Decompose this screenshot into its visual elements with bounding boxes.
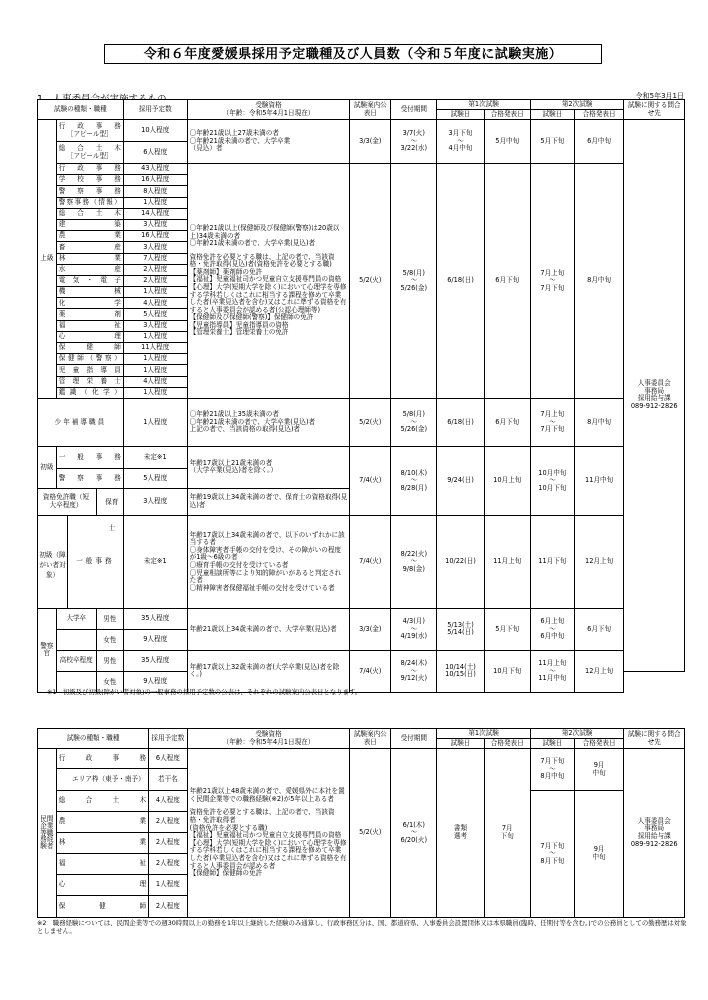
first-exam-day: 3月下旬 ～ 4月中旬 xyxy=(437,120,484,164)
period: 8/24(木) ～ 9/12(火) xyxy=(391,650,437,692)
header-second-day: 試験日 xyxy=(530,110,574,120)
header-first-day: 試験日 xyxy=(437,110,484,120)
guide-date: 5/2(火) xyxy=(350,398,391,446)
qualification-text: 年齢17歳以上34歳未満の者で、以下のいずれかに該当する者 〇身体障害者手帳の交付を受け、その障がいの程度が1級～6級の者 〇療育手帳の交付を受けている者 〇児童相談所等により知的障がいがあると判定された者 〇精神障害者保健福祉手帳の交付を受けている者 xyxy=(187,515,350,608)
job-count: 1人程度 xyxy=(123,387,187,398)
guide-date: 7/4(火) xyxy=(350,446,391,515)
shogai-label: 初級（障がい者対象） xyxy=(38,516,68,608)
first-exam-day: 6/18(日) xyxy=(437,398,484,446)
first-result: 10月上旬 xyxy=(484,446,530,515)
job-name: 学校事務 xyxy=(56,175,123,186)
job-name: 高校卒程度 xyxy=(59,656,93,665)
job-name: 化学 xyxy=(56,298,123,309)
job-name: 一般事務 xyxy=(76,557,115,566)
header-second: 第2次試験 xyxy=(530,100,624,110)
experience-table xyxy=(37,728,685,918)
job-name: 心理 xyxy=(56,331,123,342)
guide-date: 7/4(火) xyxy=(350,515,391,608)
gender: 男性 xyxy=(96,609,123,629)
job-count: 1人程度 xyxy=(123,354,187,365)
header-type: 試験の種類・職種 xyxy=(38,729,149,749)
header-second-day: 試験日 xyxy=(530,739,574,749)
header-first-result: 合格発表日 xyxy=(484,110,530,120)
second-exam-day: 7月上旬 ～ 7月下旬 xyxy=(530,164,574,399)
period: 8/10(木) ～ 8/28(月) xyxy=(391,446,437,515)
job-name: 薬剤 xyxy=(56,309,123,320)
first-result: 7月 下旬 xyxy=(484,749,530,918)
job-name: 一般事務 xyxy=(56,446,123,468)
second-result: 9月 中旬 xyxy=(574,791,624,918)
job-count: 3人程度 xyxy=(123,488,187,515)
qualification-text: 年齢17歳以上21歳未満の者 （大学卒業(見込)者を除く。） xyxy=(187,446,350,488)
first-exam-day: 書類 選考 xyxy=(437,749,484,918)
keisatsu-daigaku-female xyxy=(56,629,123,650)
job-name: 警察事務 xyxy=(56,468,123,488)
job-count: 2人程度 xyxy=(149,833,188,854)
first-exam-day: 9/24(日) xyxy=(437,446,484,515)
qualification-text: 年齢21歳以上34歳未満の者で、大学卒業(見込)者 xyxy=(187,608,350,650)
job-name: 保育士 xyxy=(96,489,121,515)
job-count: 3人程度 xyxy=(123,320,187,331)
header-period: 受付期間 xyxy=(391,729,437,749)
guide-date: 3/3(金) xyxy=(350,120,391,164)
qualification-text: 年齢17歳以上32歳未満の者(大学卒業(見込)者を除く。) xyxy=(187,650,350,692)
second-exam-day: 11月下旬 xyxy=(530,515,574,608)
job-count: 1人程度 xyxy=(149,875,188,896)
job-count: 16人程度 xyxy=(123,175,187,186)
job-name: 農業 xyxy=(56,231,123,242)
first-result: 6月下旬 xyxy=(484,398,530,446)
job-count: 35人程度 xyxy=(123,608,187,629)
job-name: 警察事務 xyxy=(56,186,123,197)
period: 5/8(月) ～ 5/26(金) xyxy=(391,398,437,446)
keisatsu-daigaku xyxy=(56,608,123,629)
header-planned: 採用予定数 xyxy=(123,100,187,120)
job-count: 9人程度 xyxy=(123,671,187,692)
header-second-result: 合格発表日 xyxy=(574,739,624,749)
header-type: 試験の種類・職種 xyxy=(38,100,124,120)
job-name: 行政事務 xyxy=(56,749,148,769)
second-result: 8月中旬 xyxy=(574,398,624,446)
guide-date: 7/4(火) xyxy=(350,650,391,692)
qualification-text: 年齢19歳以上34歳未満の者で、保育士の資格取得(見込)者 xyxy=(187,488,350,515)
job-name: 電気・電子 xyxy=(56,275,123,286)
job-count: 10人程度 xyxy=(123,120,187,142)
job-count: 2人程度 xyxy=(123,264,187,275)
job-name-shonen: 少年補導職員 xyxy=(38,398,124,446)
second-result: 11月中旬 xyxy=(574,446,624,515)
job-count: 未定※1 xyxy=(123,446,187,468)
second-exam-day: 7月上旬 ～ 7月下旬 xyxy=(530,398,574,446)
first-result: 5月中旬 xyxy=(484,120,530,164)
job-count: 6人程度 xyxy=(123,142,187,164)
header-guide: 試験案内公表日 xyxy=(350,729,391,749)
job-count: 43人程度 xyxy=(123,164,187,175)
job-count: 2人程度 xyxy=(123,275,187,286)
guide-date: 3/3(金) xyxy=(350,608,391,650)
job-name: エリア枠（東予・南予） xyxy=(56,769,148,791)
job-count: 6人程度 xyxy=(149,749,188,769)
header-first: 第1次試験 xyxy=(437,729,531,739)
period: 5/8(月) ～ 5/26(金) xyxy=(391,164,437,399)
job-count: 1人程度 xyxy=(123,287,187,298)
second-result: 6月中旬 xyxy=(574,120,624,164)
job-count: 5人程度 xyxy=(123,468,187,488)
job-count: 35人程度 xyxy=(123,650,187,671)
first-exam-day: 6/18(日) xyxy=(437,164,484,399)
guide-date: 5/2(火) xyxy=(350,164,391,399)
job-count: 16人程度 xyxy=(123,231,187,242)
header-qualification: 受験資格 （年齢：令和5年4月1日現在） xyxy=(187,100,350,120)
job-count: 1人程度 xyxy=(123,331,187,342)
job-name: 林業 xyxy=(56,253,123,264)
second-exam-day: 10月中旬 ～ 10月下旬 xyxy=(530,446,574,515)
header-qualification: 受験資格 （年齢：令和5年4月1日現在） xyxy=(187,729,350,749)
header-contact: 試験に関する問合せ先 xyxy=(624,100,685,120)
second-result: 6月下旬 xyxy=(574,608,624,650)
job-name: 福祉 xyxy=(56,320,123,331)
header-first: 第1次試験 xyxy=(437,100,531,110)
contact-info: 人事委員会 事務局 採用給与課 089-912-2826 xyxy=(624,120,685,672)
main-table xyxy=(37,99,685,693)
job-name: 保健師（警察） xyxy=(56,354,123,365)
job-name: 総合土木 ［アピール型］ xyxy=(56,142,123,164)
job-count: 8人程度 xyxy=(123,186,187,197)
qualification-text: 〇年齢21歳以上(保健師及び保健師(警察)は20歳以上)34歳未満の者 〇年齢21歳未満の者で、大学卒業(見込)者 資格免許を必要とする職は、上記の者で、当該資格・免許取得(見込)者(資格免許を必要とする職) 【薬剤師】薬剤師の免許 【福祉】児童福祉司かつ児童自立支援専門員の資格 【心理】大学(短期大学を除く)において心理学を専修する学科若しくはこれに相当する課程を修めて卒業した者(卒業見込者を含む)又はこれに準ずる資格を有すると人事委員会が認める者(公認心理師等) 【保健師及び保健師(警察)】保健師の免許 【児童指導員】児童指導員の資格 【管理栄養士】管理栄養士の免許 xyxy=(187,164,350,399)
second-result: 9月 中旬 xyxy=(574,749,624,791)
job-count: 未定※1 xyxy=(123,515,187,608)
footnote-2: ※2 職務経験については、民間企業等での週30時間以上の勤務を1年以上継続した経験のみ通算し、行政事務区分は、国、都道府県、人事委員会設置団体又は本県職員(臨時、任期付等を含む。)での公務員としての勤務歴は対象としません。 xyxy=(37,919,687,935)
job-name: 心理 xyxy=(56,875,148,896)
header-second: 第2次試験 xyxy=(530,729,624,739)
job-count: 2人程度 xyxy=(149,812,188,833)
job-name: 総合土木 xyxy=(56,208,123,219)
job-count: 3人程度 xyxy=(123,219,187,230)
category-experience: 民間企業等職務経験者 xyxy=(38,749,57,918)
job-name: 水産 xyxy=(56,264,123,275)
first-result: 6月下旬 xyxy=(484,164,530,399)
header-first-day: 試験日 xyxy=(437,739,484,749)
gender: 女性 xyxy=(96,672,123,692)
job-count: 4人程度 xyxy=(149,791,188,812)
second-result: 8月中旬 xyxy=(574,164,624,399)
job-name: 警察事務（情報） xyxy=(56,197,123,208)
second-exam-day: 11月上旬 ～ 11月中旬 xyxy=(530,650,574,692)
job-name: 大学卒 xyxy=(66,614,87,623)
second-exam-day: 7月下旬 ～ 8月下旬 xyxy=(530,791,574,918)
second-exam-day: 6月上旬 ～ 6月中旬 xyxy=(530,608,574,650)
first-result: 10月下旬 xyxy=(484,650,530,692)
period: 6/1(木) ～ 6/20(火) xyxy=(391,749,437,918)
publish-date: 令和5年3月1日 xyxy=(635,92,684,100)
first-exam-day: 10/14(土) 10/15(日) xyxy=(437,650,484,692)
period: 4/3(月) ～ 4/19(水) xyxy=(391,608,437,650)
job-name: 鑑識（化学） xyxy=(56,387,123,398)
job-name: 児童指導員 xyxy=(56,365,123,376)
job-name: 畜産 xyxy=(56,242,123,253)
job-count: 3人程度 xyxy=(123,242,187,253)
header-contact: 試験に関する問合せ先 xyxy=(624,729,685,749)
keisatsu-koko xyxy=(56,650,123,671)
period: 8/22(火) ～ 9/8(金) xyxy=(391,515,437,608)
job-count: 1人程度 xyxy=(123,197,187,208)
job-count: 4人程度 xyxy=(123,376,187,387)
header-period: 受付期間 xyxy=(391,100,437,120)
job-name: 管理栄養士 xyxy=(56,376,123,387)
contact-info: 人事委員会 事務局 採用給与課 089-912-2826 xyxy=(624,749,685,918)
job-count: 2人程度 xyxy=(149,854,188,875)
second-result: 12月上旬 xyxy=(574,515,624,608)
category-hoiku xyxy=(38,488,124,532)
job-count: 2人程度 xyxy=(149,896,188,918)
category-shokyu: 初級 xyxy=(38,446,57,488)
job-name: 建築 xyxy=(56,219,123,230)
job-count: 5人程度 xyxy=(123,309,187,320)
job-count: 9人程度 xyxy=(123,629,187,650)
category-keisatsu: 警察官 xyxy=(38,608,57,692)
job-count: 1人程度 xyxy=(123,365,187,376)
job-count: 1人程度 xyxy=(123,398,187,446)
period: 3/7(火) ～ 3/22(水) xyxy=(391,120,437,164)
job-count: 14人程度 xyxy=(123,208,187,219)
job-name: 行政事務 ［アピール型］ xyxy=(56,120,123,142)
category-jokyu: 上級 xyxy=(38,120,57,399)
header-guide: 試験案内公表日 xyxy=(350,100,391,120)
job-name: 行政事務 xyxy=(56,164,123,175)
second-exam-day: 7月下旬 ～ 8月中旬 xyxy=(530,749,574,791)
header-second-result: 合格発表日 xyxy=(574,110,624,120)
footnote-1: ※1 初級及び初級(障がい者対象)の一般事務の採用予定数の公表は、それぞれの試験案内公表日となります。 xyxy=(47,688,362,696)
header-planned: 採用予定数 xyxy=(149,729,188,749)
qualification-text: 〇年齢21歳以上27歳未満の者 〇年齢21歳未満の者で、大学卒業 （見込）者 xyxy=(187,120,350,164)
first-result: 11月上旬 xyxy=(484,515,530,608)
job-count: 11人程度 xyxy=(123,343,187,354)
job-name: 保健師 xyxy=(56,343,123,354)
job-count: 7人程度 xyxy=(123,253,187,264)
page-title: 令和６年度愛媛県採用予定職種及び人員数（令和５年度に試験実施） xyxy=(104,44,602,64)
first-exam-day: 10/22(日) xyxy=(437,515,484,608)
job-name: 林業 xyxy=(56,833,148,854)
job-count: 4人程度 xyxy=(123,298,187,309)
gender: 男性 xyxy=(96,651,123,671)
job-name: 保健師 xyxy=(56,896,148,918)
job-name: 機械 xyxy=(56,287,123,298)
job-name: 福祉 xyxy=(56,854,148,875)
qualification-text: 年齢21歳以上48歳未満の者で、愛媛県外に本社を置く民間企業等での職務経験(※2)が5年以上ある者 資格免許を必要とする職は、上記の者で、当該資格・免許取得者 (資格免許を必要とする職) 【福祉】児童福祉司かつ児童自立支援専門員の資格 【心理】大学(短期大学を除く)において心理学を専修する学科若しくはこれに相当する課程を修めて卒業した者(卒業見込者を含む)又はこれに準ずる資格を有すると人事委員会が認める者 【保健師】保健師の免許 xyxy=(187,749,350,918)
guide-date: 5/2(火) xyxy=(350,749,391,918)
gender: 女性 xyxy=(96,630,123,650)
qualification-text: 〇年齢21歳以上35歳未満の者 〇年齢21歳未満の者で、大学卒業(見込)者 上記の者で、当該資格の取得(見込)者 xyxy=(187,398,350,446)
job-name: 総合土木 xyxy=(56,791,148,812)
hoiku-label: 資格免許職（短大卒程度） xyxy=(42,493,90,509)
job-count: 若干名 xyxy=(149,769,188,791)
header-first-result: 合格発表日 xyxy=(484,739,530,749)
first-exam-day: 5/13(土) 5/14(日) xyxy=(437,608,484,650)
first-result: 5月下旬 xyxy=(484,608,530,650)
job-name: 農業 xyxy=(56,812,148,833)
second-exam-day: 5月下旬 xyxy=(530,120,574,164)
second-result: 12月上旬 xyxy=(574,650,624,692)
